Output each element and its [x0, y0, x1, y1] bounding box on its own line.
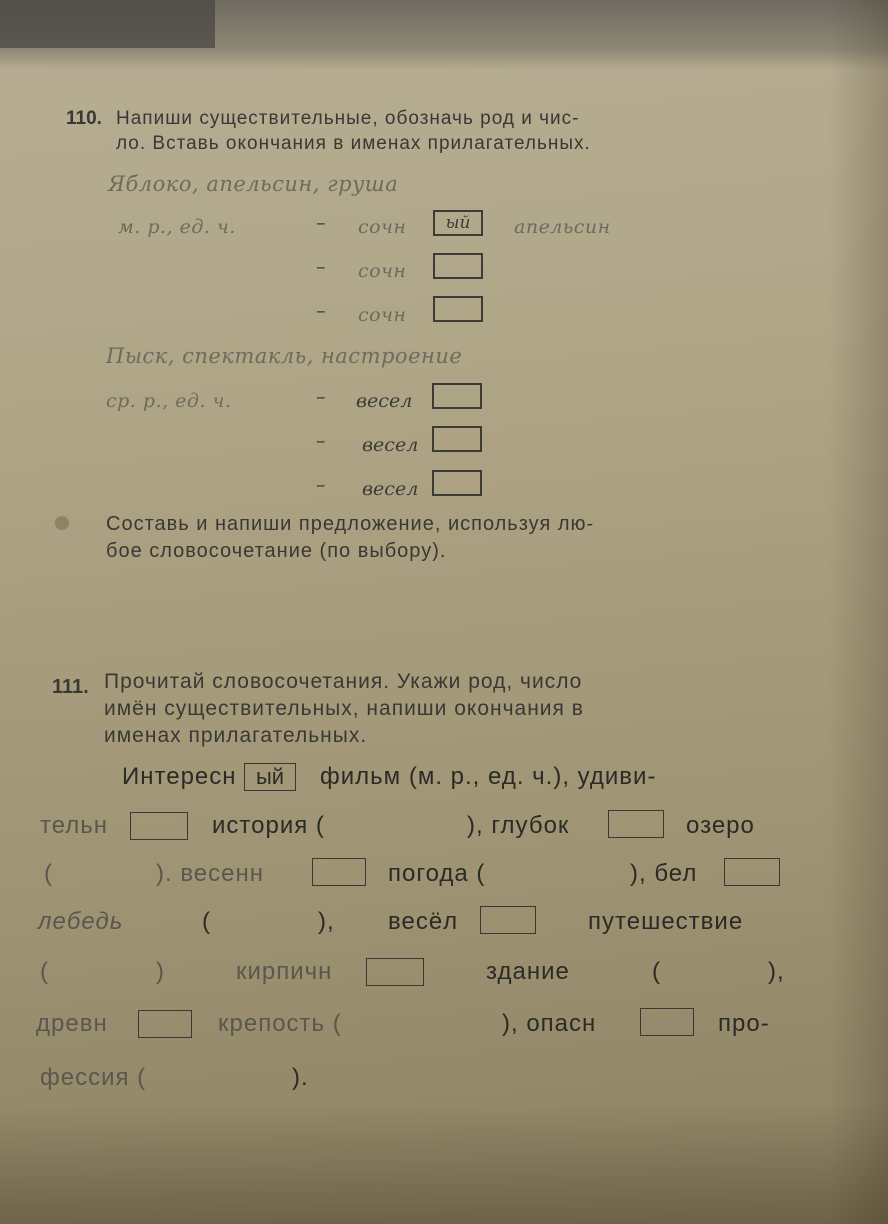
task-text-line: Напиши существительные, обозначь род и чис- — [116, 108, 580, 129]
dash: – — [316, 474, 326, 496]
page-shadow-bottom — [0, 1104, 888, 1224]
phrase-text: озеро — [686, 812, 755, 839]
dash: – — [316, 386, 326, 408]
adjective-stem: весел — [362, 434, 419, 456]
ending-box[interactable] — [432, 383, 482, 409]
bracket-open: ( — [652, 958, 661, 985]
phrase-text: про- — [718, 1010, 770, 1037]
phrase-text: ). весенн — [156, 860, 265, 887]
exercise-number: 110. — [66, 108, 102, 129]
task-text-line: имён существительных, напиши окончания в — [104, 697, 584, 720]
phrase-text: история ( — [212, 812, 325, 839]
handwritten-gender-label: м. р., ед. ч. — [118, 216, 236, 238]
phrase-text: тельн — [40, 812, 109, 839]
phrase-text: фильм (м. р., ед. ч.), удиви- — [320, 763, 657, 790]
handwritten-noun: апельсин — [514, 216, 611, 238]
ending-box[interactable] — [138, 1010, 192, 1038]
bracket-close: ), — [318, 908, 335, 935]
task-text-line: именах прилагательных. — [104, 724, 368, 747]
phrase-text: путешествие — [588, 908, 744, 935]
adjective-stem: весел — [356, 390, 413, 412]
ending-box[interactable] — [480, 906, 536, 934]
ending-box[interactable] — [432, 470, 482, 496]
ending-box[interactable]: ый — [244, 763, 296, 791]
page-mark — [55, 516, 69, 530]
phrase-text: крепость ( — [218, 1010, 342, 1037]
handwritten-nouns-group-1: Яблоко, апельсин, груша — [108, 172, 399, 196]
phrase-text: лебедь — [38, 908, 124, 935]
bracket-open: ( — [44, 860, 53, 887]
ending-box[interactable]: ый — [433, 210, 483, 236]
ending-box[interactable] — [724, 858, 780, 886]
dash: – — [316, 430, 326, 452]
bracket-close: ) — [156, 958, 165, 985]
dash: – — [316, 256, 326, 278]
ending-box[interactable] — [312, 858, 366, 886]
adjective-stem: весел — [362, 478, 419, 500]
phrase-text: кирпичн — [236, 958, 333, 985]
dash: – — [316, 300, 326, 322]
phrase-text: Интересн — [122, 763, 237, 790]
phrase-text: здание — [486, 958, 570, 985]
previous-page-fragment — [0, 0, 215, 48]
ending-box[interactable] — [433, 296, 483, 322]
phrase-text: ), бел — [630, 860, 698, 887]
handwritten-nouns-group-2: Пыск, спектакль, настроение — [106, 344, 463, 368]
ending-box[interactable] — [608, 810, 664, 838]
phrase-text: весёл — [388, 908, 459, 935]
bracket-open: ( — [40, 958, 49, 985]
phrase-text: древн — [36, 1010, 108, 1037]
bracket-close: ). — [292, 1064, 309, 1091]
ending-box[interactable] — [640, 1008, 694, 1036]
ending-box[interactable] — [433, 253, 483, 279]
task-text-line: бое словосочетание (по выбору). — [106, 540, 447, 562]
task-text-line: Прочитай словосочетания. Укажи род, число — [104, 670, 583, 693]
adjective-stem: сочн — [358, 260, 407, 282]
ending-box[interactable] — [432, 426, 482, 452]
phrase-text: ), опасн — [502, 1010, 597, 1037]
handwritten-gender-label: ср. р., ед. ч. — [106, 390, 232, 412]
ending-box[interactable] — [366, 958, 424, 986]
phrase-text: погода ( — [388, 860, 486, 887]
page-shadow-right — [828, 0, 888, 1224]
ending-box[interactable] — [130, 812, 188, 840]
task-text-line: ло. Вставь окончания в именах прилагательных. — [116, 133, 591, 154]
task-text-line: Составь и напиши предложение, используя лю- — [106, 513, 595, 535]
bracket-open: ( — [202, 908, 211, 935]
phrase-text: фессия ( — [40, 1064, 147, 1091]
exercise-number: 111. — [52, 676, 89, 698]
bracket-close: ), — [768, 958, 785, 985]
adjective-stem: сочн — [358, 304, 407, 326]
phrase-text: ), глубок — [467, 812, 570, 839]
adjective-stem: сочн — [358, 216, 407, 238]
dash: – — [316, 212, 326, 234]
